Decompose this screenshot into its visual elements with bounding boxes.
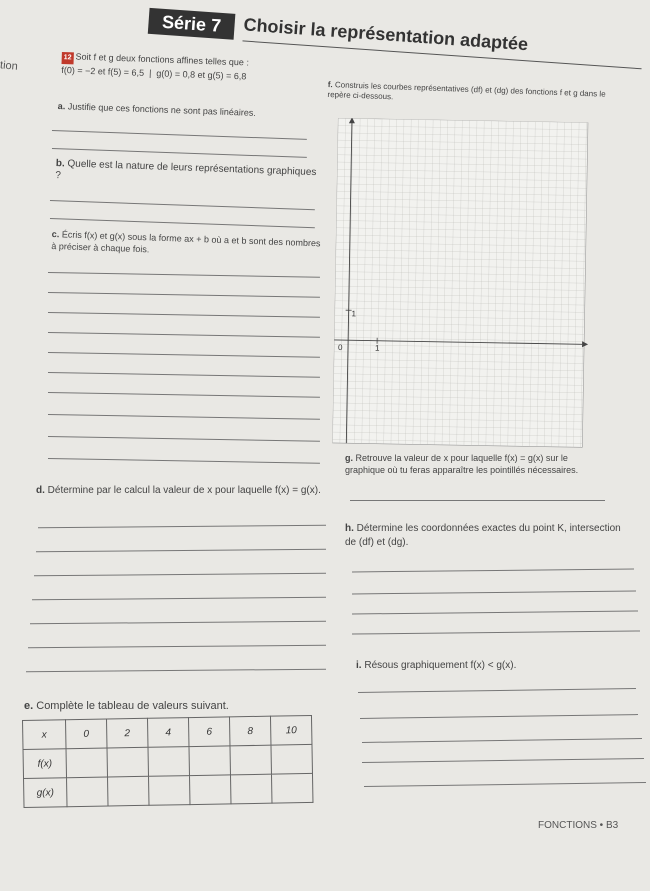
table-cell: 8 <box>229 716 270 746</box>
exercise-intro: 12 Soit f et g deux fonctions affines telles que : f(0) = −2 et f(5) = 6,5 | g(0) = 0,8 et g(5) = 6,8 <box>61 51 250 82</box>
y-tick-label: 1 <box>351 309 357 319</box>
question-b-label: b. <box>55 158 65 170</box>
answer-line <box>48 458 320 464</box>
table-cell-empty[interactable] <box>66 748 107 778</box>
table-row <box>24 773 313 807</box>
answer-line <box>362 738 642 743</box>
intro-text: Soit f et g deux fonctions affines telles que : <box>75 51 250 68</box>
answer-line <box>352 569 634 573</box>
question-a-label: a. <box>57 100 66 112</box>
page-title: Choisir la représentation adaptée <box>242 14 529 55</box>
question-c-text: Écris f(x) et g(x) sous la forme ax + b où a et b sont des nombres à préciser à chaque fois. <box>51 229 321 255</box>
question-a-text: Justifie que ces fonctions ne sont pas linéaires. <box>67 101 256 118</box>
answer-line <box>52 130 307 140</box>
answer-line <box>48 392 320 398</box>
answer-line <box>352 591 636 595</box>
table-cell-empty[interactable] <box>189 775 230 805</box>
question-b <box>55 158 318 191</box>
answer-line <box>28 645 326 649</box>
table-cell: 2 <box>106 718 147 748</box>
question-e-label: e. <box>24 700 34 712</box>
x-axis-arrow-icon <box>582 341 588 347</box>
question-c-label: c. <box>51 228 60 240</box>
question-g-label: g. <box>345 453 353 463</box>
answer-line <box>364 782 646 787</box>
answer-line <box>360 714 638 719</box>
question-f-label: f. <box>327 80 333 90</box>
question-a <box>58 100 313 121</box>
question-i-text: Résous graphiquement f(x) < g(x). <box>364 660 517 671</box>
origin-label: 0 <box>337 343 343 353</box>
answer-line <box>48 372 320 378</box>
answer-line <box>50 200 315 210</box>
question-h-text: Détermine les coordonnées exactes du point K, intersection de (df) et (dg). <box>345 523 621 548</box>
question-f <box>327 80 608 110</box>
question-d-text: Détermine par le calcul la valeur de x pour laquelle f(x) = g(x). <box>47 485 321 496</box>
answer-line <box>34 573 326 577</box>
answer-line <box>30 621 326 625</box>
table-cell-empty[interactable] <box>148 747 189 777</box>
answer-line <box>350 500 605 501</box>
question-d-label: d. <box>36 485 45 496</box>
answer-line <box>36 549 326 553</box>
answer-line <box>50 218 315 228</box>
table-x-header: x <box>23 720 66 750</box>
question-b-text: Quelle est la nature de leurs représentations graphiques ? <box>55 158 317 182</box>
answer-line <box>352 611 638 615</box>
answer-line <box>48 436 320 442</box>
table-cell-empty[interactable] <box>67 777 108 807</box>
answer-line <box>32 597 326 601</box>
table-cell-empty[interactable] <box>107 747 148 777</box>
exercise-number: 12 <box>62 52 74 64</box>
question-g <box>345 452 607 476</box>
answer-line <box>48 312 320 318</box>
answer-line <box>352 630 640 634</box>
answer-line <box>48 332 320 338</box>
answer-line <box>48 414 320 420</box>
x-tick-label: 1 <box>374 343 380 353</box>
grid-svg <box>332 118 600 453</box>
table-cell-empty[interactable] <box>149 776 190 806</box>
answer-line <box>48 352 320 358</box>
answer-line <box>38 525 326 529</box>
question-c <box>51 228 322 261</box>
table-cell-empty[interactable] <box>189 746 230 776</box>
answer-line <box>52 148 307 158</box>
table-cell-empty[interactable] <box>271 744 312 774</box>
header <box>93 0 554 60</box>
table-cell: 6 <box>188 717 229 747</box>
answer-line <box>48 292 320 298</box>
answer-line <box>358 688 636 693</box>
table-cell: 10 <box>270 715 311 745</box>
table-cell-empty[interactable] <box>230 774 271 804</box>
answer-line <box>26 669 326 673</box>
answer-line <box>48 272 320 278</box>
question-e <box>24 700 324 712</box>
coordinate-grid <box>332 118 600 453</box>
values-table <box>22 715 313 808</box>
question-h-label: h. <box>345 523 354 534</box>
question-i-label: i. <box>356 660 362 671</box>
table-cell-empty[interactable] <box>230 745 271 775</box>
table-f-header: f(x) <box>23 749 66 779</box>
question-g-text: Retrouve la valeur de x pour laquelle f(x) = g(x) sur le graphique où tu feras apparaître les pointillés nécessaires. <box>345 453 579 475</box>
left-edge-text: tion <box>0 59 19 73</box>
table-cell-empty[interactable] <box>271 773 312 803</box>
question-h <box>345 522 630 550</box>
table-cell: 4 <box>147 718 188 748</box>
question-e-text: Complète le tableau de valeurs suivant. <box>36 700 229 712</box>
page-footer: FONCTIONS • B3 <box>538 820 619 831</box>
question-d <box>36 484 336 497</box>
answer-line <box>362 758 644 763</box>
series-badge: Série 7 <box>148 8 236 40</box>
question-i <box>356 660 626 672</box>
question-f-text: Construis les courbes représentatives (df) et (dg) des fonctions f et g dans le repère ci-dessous. <box>327 80 606 102</box>
f-values: f(0) = −2 et f(5) = 6,5 <box>61 64 145 78</box>
table-cell-empty[interactable] <box>108 776 149 806</box>
g-values: g(0) = 0,8 et g(5) = 6,8 <box>156 68 247 82</box>
table-g-header: g(x) <box>24 778 67 808</box>
grid-lines <box>332 118 588 447</box>
table-cell: 0 <box>66 719 107 749</box>
